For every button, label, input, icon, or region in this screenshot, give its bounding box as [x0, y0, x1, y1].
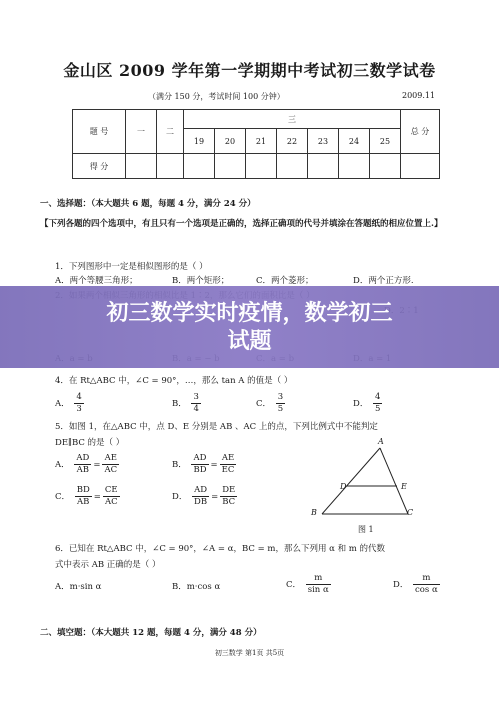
- q5-option-a: A． $\frac{AD}{AB}$ = $\frac{AE}{AC}$: [55, 453, 118, 475]
- fraction: [192, 485, 209, 508]
- sub-col: 19: [184, 129, 215, 154]
- score-cell: [184, 154, 215, 179]
- fraction: [220, 485, 237, 508]
- banner-title-line1: 初三数学实时疫情，数学初三: [106, 301, 393, 326]
- question-label: 题 号: [73, 110, 126, 154]
- numerator: 3: [193, 392, 199, 402]
- q4-option-c: [256, 392, 287, 415]
- sub-col: 20: [215, 129, 246, 154]
- denominator: BC: [222, 497, 236, 507]
- denominator: AC: [104, 497, 118, 507]
- score-cell: [370, 154, 401, 179]
- numerator: AE: [102, 453, 119, 465]
- denominator: BD: [193, 465, 207, 475]
- q5-option-c: C． $\frac{BD}{AB}$ = $\frac{CE}{AC}$: [55, 485, 118, 507]
- vertex-e-label: E: [401, 482, 407, 491]
- numerator: AE: [220, 453, 237, 465]
- q6-option-a: A．m·sin α: [55, 582, 102, 592]
- q1-option-d: D．两个正方形.: [353, 276, 414, 286]
- q4-stem: 4．在 Rt△ABC 中，∠C = 90°，…，那么 tan A 的值是（ ）: [55, 376, 293, 386]
- banner-title-line2: 试题: [227, 329, 272, 354]
- fraction: [306, 573, 331, 596]
- score-cell: [401, 154, 440, 179]
- sub-col: 25: [370, 129, 401, 154]
- banner-title: [0, 300, 499, 356]
- score-cell: [126, 154, 157, 179]
- col-two: 二: [157, 110, 184, 154]
- side-ab: [322, 448, 380, 514]
- q1-option-b: B．两个矩形；: [172, 276, 230, 286]
- q6-stem-line2: 式中表示 AB 正确的是（ ）: [55, 560, 161, 570]
- denominator: AB: [76, 465, 90, 475]
- fraction: [102, 453, 119, 476]
- q4-option-a-frac: [74, 392, 83, 415]
- numerator: AD: [191, 453, 208, 465]
- fraction: [413, 573, 440, 596]
- q6-option-d: [393, 573, 442, 596]
- page-footer: 初三数学 第1页 共5页: [214, 649, 285, 657]
- denominator: AC: [104, 465, 118, 475]
- q1-stem: 1．下列图形中一定是相似图形的是（ ）: [55, 262, 208, 272]
- col-one: 一: [126, 110, 157, 154]
- q5-option-c-label: C．: [55, 492, 71, 502]
- fraction: [103, 485, 120, 508]
- col-three: 三: [184, 110, 401, 129]
- section1-heading: 一、选择题：（本大题共 6 题，每题 4 分，满分 24 分）: [40, 199, 256, 209]
- q4-option-c-frac: [276, 392, 285, 415]
- q5-option-b: B． $\frac{AD}{BD}$ = $\frac{AE}{EC}$: [172, 453, 235, 475]
- score-label: 得 分: [73, 154, 126, 179]
- q5-option-b-label: B．: [172, 460, 187, 470]
- numerator: DE: [222, 485, 236, 495]
- page-title: 金山区 2009 学年第一学期期中考试初三数学试卷: [63, 61, 436, 80]
- fraction: [191, 453, 208, 476]
- score-cell: [215, 154, 246, 179]
- numerator: AD: [76, 453, 90, 463]
- q4-option-d-label: D．: [353, 399, 369, 409]
- q5-stem-line2: DE∥BC 的是（ ）: [55, 438, 125, 448]
- sub-col: 22: [277, 129, 308, 154]
- denominator: cos α: [415, 585, 438, 595]
- q4-option-b-frac: [191, 392, 200, 415]
- side-ac: [380, 448, 408, 514]
- q4-option-b: [172, 392, 203, 415]
- section2-heading: 二、填空题：（本大题共 12 题，每题 4 分，满分 48 分）: [40, 628, 262, 638]
- col-total: 总 分: [401, 110, 440, 154]
- q6-option-c: [286, 573, 333, 596]
- numerator: 4: [375, 392, 381, 402]
- q5-stem-line1: 5．如图 1，在△ABC 中，点 D、E 分别是 AB 、AC 上的点，下列比例式中不能判定: [55, 422, 378, 432]
- score-table: [72, 109, 440, 179]
- q5-option-d: D． $\frac{AD}{DB}$ = $\frac{DE}{BC}$: [172, 485, 236, 507]
- q4-option-d-frac: [373, 392, 382, 415]
- vertex-d-label: D: [340, 482, 347, 491]
- q1-option-c: C．两个菱形；: [256, 276, 314, 286]
- sub-col: 21: [246, 129, 277, 154]
- q6-option-b: B．m·cos α: [172, 582, 221, 592]
- q4-option-a: [55, 392, 86, 415]
- sub-col: 24: [339, 129, 370, 154]
- q5-option-a-label: A．: [55, 460, 70, 470]
- q4-option-d: [353, 392, 384, 415]
- denominator: sin α: [307, 585, 329, 595]
- q4-option-a-label: A．: [55, 399, 70, 409]
- score-cell: [277, 154, 308, 179]
- denominator: 5: [277, 404, 284, 414]
- denominator: 4: [193, 404, 199, 414]
- numerator: m: [306, 573, 331, 585]
- fraction: [220, 453, 237, 476]
- score-cell: [339, 154, 370, 179]
- denominator: 5: [375, 404, 381, 414]
- q6-option-d-label: D．: [393, 580, 409, 590]
- denominator: EC: [221, 465, 235, 475]
- denominator: 3: [76, 404, 82, 414]
- vertex-a-label: A: [378, 437, 384, 446]
- sub-col: 23: [308, 129, 339, 154]
- q1-option-a: A．两个等腰三角形；: [55, 276, 138, 286]
- exam-subtitle: （满分 150 分，考试时间 100 分钟）: [148, 92, 285, 101]
- figure-caption: 图 1: [358, 525, 374, 534]
- score-cell: [157, 154, 184, 179]
- denominator: AB: [77, 497, 90, 507]
- q4-option-c-label: C．: [256, 399, 272, 409]
- score-cell: [246, 154, 277, 179]
- denominator: DB: [194, 497, 208, 507]
- numerator: 4: [76, 392, 82, 402]
- q4-option-b-label: B．: [172, 399, 187, 409]
- q6-option-c-label: C．: [286, 580, 302, 590]
- exam-date: 2009.11: [402, 91, 436, 100]
- q6-stem-line1: 6．已知在 Rt△ABC 中，∠C = 90°，∠A = α，BC = m，那么下列用 α 和 m 的代数: [55, 544, 386, 554]
- fraction: [75, 485, 92, 508]
- vertex-b-label: B: [311, 508, 317, 517]
- score-cell: [308, 154, 339, 179]
- numerator: CE: [104, 485, 118, 495]
- section1-instruction: 【下列各题的四个选项中，有且只有一个选项是正确的，选择正确项的代号并填涂在答题纸的相应位置上.】: [40, 219, 443, 229]
- numerator: BD: [76, 485, 90, 495]
- numerator: 3: [277, 392, 284, 402]
- numerator: AD: [192, 485, 209, 497]
- numerator: m: [413, 573, 440, 585]
- fraction: [74, 453, 91, 476]
- q5-option-d-label: D．: [172, 492, 188, 502]
- vertex-c-label: C: [407, 508, 414, 517]
